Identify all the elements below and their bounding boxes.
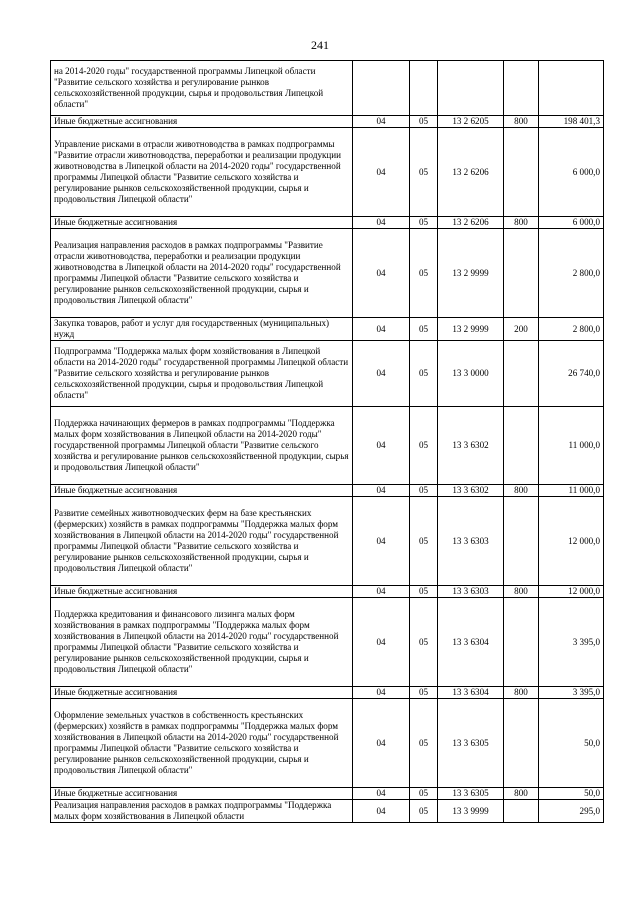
row-target-article: 13 3 9999 (438, 800, 504, 823)
row-target-article: 13 2 6206 (438, 128, 504, 217)
row-amount: 3 395,0 (539, 687, 604, 699)
row-amount: 11 000,0 (539, 485, 604, 497)
row-amount: 11 000,0 (539, 407, 604, 485)
row-description: на 2014-2020 годы" государственной программы Липецкой области "Развитие сельского хозяйства и регулирование рынков сельскохозяйственной продукции, сырья и продовольствия Липецкой области" (51, 61, 353, 116)
row-section: 04 (353, 598, 410, 687)
row-section: 04 (353, 687, 410, 699)
row-expense-type (504, 407, 539, 485)
row-target-article: 13 3 6304 (438, 687, 504, 699)
table-row (51, 318, 604, 341)
row-expense-type: 800 (504, 586, 539, 598)
row-section: 04 (353, 407, 410, 485)
row-amount: 198 401,3 (539, 116, 604, 128)
row-description: Оформление земельных участков в собственность крестьянских (фермерских) хозяйств в рамках подпрограммы "Поддержка малых форм хозяйствования в Липецкой области на 2014-2020 годы" государственной программы Липецкой области "Развитие сельского хозяйства и регулирование рынков сельскохозяйственной продукции, сырья и продовольствия Липецкой области" (51, 699, 353, 788)
row-amount: 12 000,0 (539, 497, 604, 586)
row-expense-type: 800 (504, 788, 539, 800)
row-expense-type: 800 (504, 687, 539, 699)
row-section: 04 (353, 800, 410, 823)
row-expense-type: 800 (504, 116, 539, 128)
row-target-article: 13 2 9999 (438, 229, 504, 318)
row-description: Иные бюджетные ассигнования (51, 217, 353, 229)
table-row (51, 687, 604, 699)
row-target-article: 13 3 6302 (438, 407, 504, 485)
row-target-article: 13 2 9999 (438, 318, 504, 341)
table-row (51, 788, 604, 800)
table-row (51, 116, 604, 128)
page-number: 241 (311, 38, 329, 52)
row-subsection: 05 (410, 318, 438, 341)
budget-table (50, 60, 604, 823)
row-amount: 6 000,0 (539, 128, 604, 217)
row-description: Поддержка начинающих фермеров в рамках подпрограммы "Поддержка малых форм хозяйствования в Липецкой области на 2014-2020 годы" государственной программы Липецкой области "Развитие сельского хозяйства и регулирование рынков сельскохозяйственной продукции, сырья и продовольствия Липецкой области" (51, 407, 353, 485)
row-description: Поддержка кредитования и финансового лизинга малых форм хозяйствования в рамках подпрограммы "Поддержка малых форм хозяйствования в Липецкой области на 2014-2020 годы" государственной программы Липецкой области "Развитие сельского хозяйства и регулирование рынков сельскохозяйственной продукции, сырья и продовольствия Липецкой области" (51, 598, 353, 687)
row-expense-type (504, 699, 539, 788)
row-expense-type (504, 497, 539, 586)
row-amount: 12 000,0 (539, 586, 604, 598)
row-subsection: 05 (410, 116, 438, 128)
row-amount: 6 000,0 (539, 217, 604, 229)
row-amount: 2 800,0 (539, 229, 604, 318)
row-amount: 295,0 (539, 800, 604, 823)
table-row (51, 128, 604, 217)
row-target-article: 13 3 6305 (438, 699, 504, 788)
table-row (51, 586, 604, 598)
row-amount: 2 800,0 (539, 318, 604, 341)
row-section: 04 (353, 485, 410, 497)
row-section: 04 (353, 229, 410, 318)
row-description: Реализация направления расходов в рамках подпрограммы "Поддержка малых форм хозяйствования в Липецкой области (51, 800, 353, 823)
row-expense-type (504, 229, 539, 318)
table-row (51, 598, 604, 687)
table-row (51, 485, 604, 497)
table-row (51, 229, 604, 318)
row-section: 04 (353, 217, 410, 229)
row-expense-type: 200 (504, 318, 539, 341)
row-subsection: 05 (410, 341, 438, 407)
row-description: Иные бюджетные ассигнования (51, 485, 353, 497)
row-target-article: 13 3 6304 (438, 598, 504, 687)
row-expense-type: 800 (504, 217, 539, 229)
row-target-article (438, 61, 504, 116)
row-amount: 3 395,0 (539, 598, 604, 687)
row-description: Развитие семейных животноводческих ферм на базе крестьянских (фермерских) хозяйств в рамках подпрограммы "Поддержка малых форм хозяйствования в Липецкой области на 2014-2020 годы" государственной программы Липецкой области "Развитие сельского хозяйства и регулирование рынков сельскохозяйственной продукции, сырья и продовольствия Липецкой области" (51, 497, 353, 586)
row-description: Иные бюджетные ассигнования (51, 788, 353, 800)
row-description: Закупка товаров, работ и услуг для государственных (муниципальных) нужд (51, 318, 353, 341)
row-amount: 50,0 (539, 699, 604, 788)
row-subsection: 05 (410, 586, 438, 598)
table-row (51, 341, 604, 407)
row-description: Иные бюджетные ассигнования (51, 687, 353, 699)
table-row (51, 800, 604, 823)
table-row (51, 699, 604, 788)
row-subsection: 05 (410, 800, 438, 823)
row-subsection: 05 (410, 788, 438, 800)
row-expense-type (504, 341, 539, 407)
row-subsection: 05 (410, 407, 438, 485)
row-subsection: 05 (410, 485, 438, 497)
row-target-article: 13 3 6305 (438, 788, 504, 800)
row-section: 04 (353, 341, 410, 407)
row-section: 04 (353, 318, 410, 341)
row-subsection: 05 (410, 687, 438, 699)
row-description: Иные бюджетные ассигнования (51, 116, 353, 128)
row-expense-type (504, 61, 539, 116)
row-description: Управление рисками в отрасли животноводства в рамках подпрограммы "Развитие отрасли животноводства, переработки и реализации продукции животноводства в Липецкой области на 2014-2020 годы" государственной программы Липецкой области "Развитие сельского хозяйства и регулирование рынков сельскохозяйственной продукции, сырья и продовольствия Липецкой области" (51, 128, 353, 217)
row-subsection: 05 (410, 497, 438, 586)
row-description: Подпрограмма "Поддержка малых форм хозяйствования в Липецкой области на 2014-2020 годы" государственной программы Липецкой области "Развитие сельского хозяйства и регулирование рынков сельскохозяйственной продукции, сырья и продовольствия Липецкой области" (51, 341, 353, 407)
row-expense-type: 800 (504, 485, 539, 497)
row-section: 04 (353, 699, 410, 788)
row-section (353, 61, 410, 116)
row-subsection (410, 61, 438, 116)
row-subsection: 05 (410, 598, 438, 687)
row-section: 04 (353, 497, 410, 586)
row-amount (539, 61, 604, 116)
table-row (51, 61, 604, 116)
row-target-article: 13 3 0000 (438, 341, 504, 407)
row-section: 04 (353, 128, 410, 217)
row-amount: 50,0 (539, 788, 604, 800)
row-section: 04 (353, 788, 410, 800)
row-target-article: 13 2 6206 (438, 217, 504, 229)
row-expense-type (504, 128, 539, 217)
row-target-article: 13 2 6205 (438, 116, 504, 128)
row-description: Иные бюджетные ассигнования (51, 586, 353, 598)
table-row (51, 497, 604, 586)
row-section: 04 (353, 116, 410, 128)
row-subsection: 05 (410, 217, 438, 229)
row-amount: 26 740,0 (539, 341, 604, 407)
table-row (51, 217, 604, 229)
table-row (51, 407, 604, 485)
row-section: 04 (353, 586, 410, 598)
row-target-article: 13 3 6303 (438, 586, 504, 598)
row-expense-type (504, 598, 539, 687)
row-subsection: 05 (410, 699, 438, 788)
row-target-article: 13 3 6303 (438, 497, 504, 586)
row-subsection: 05 (410, 128, 438, 217)
row-subsection: 05 (410, 229, 438, 318)
row-target-article: 13 3 6302 (438, 485, 504, 497)
row-description: Реализация направления расходов в рамках подпрограммы "Развитие отрасли животноводства, переработки и реализации продукции животноводства в Липецкой области на 2014-2020 годы" государственной программы Липецкой области "Развитие сельского хозяйства и регулирование рынков сельскохозяйственной продукции, сырья и продовольствия Липецкой области" (51, 229, 353, 318)
row-expense-type (504, 800, 539, 823)
